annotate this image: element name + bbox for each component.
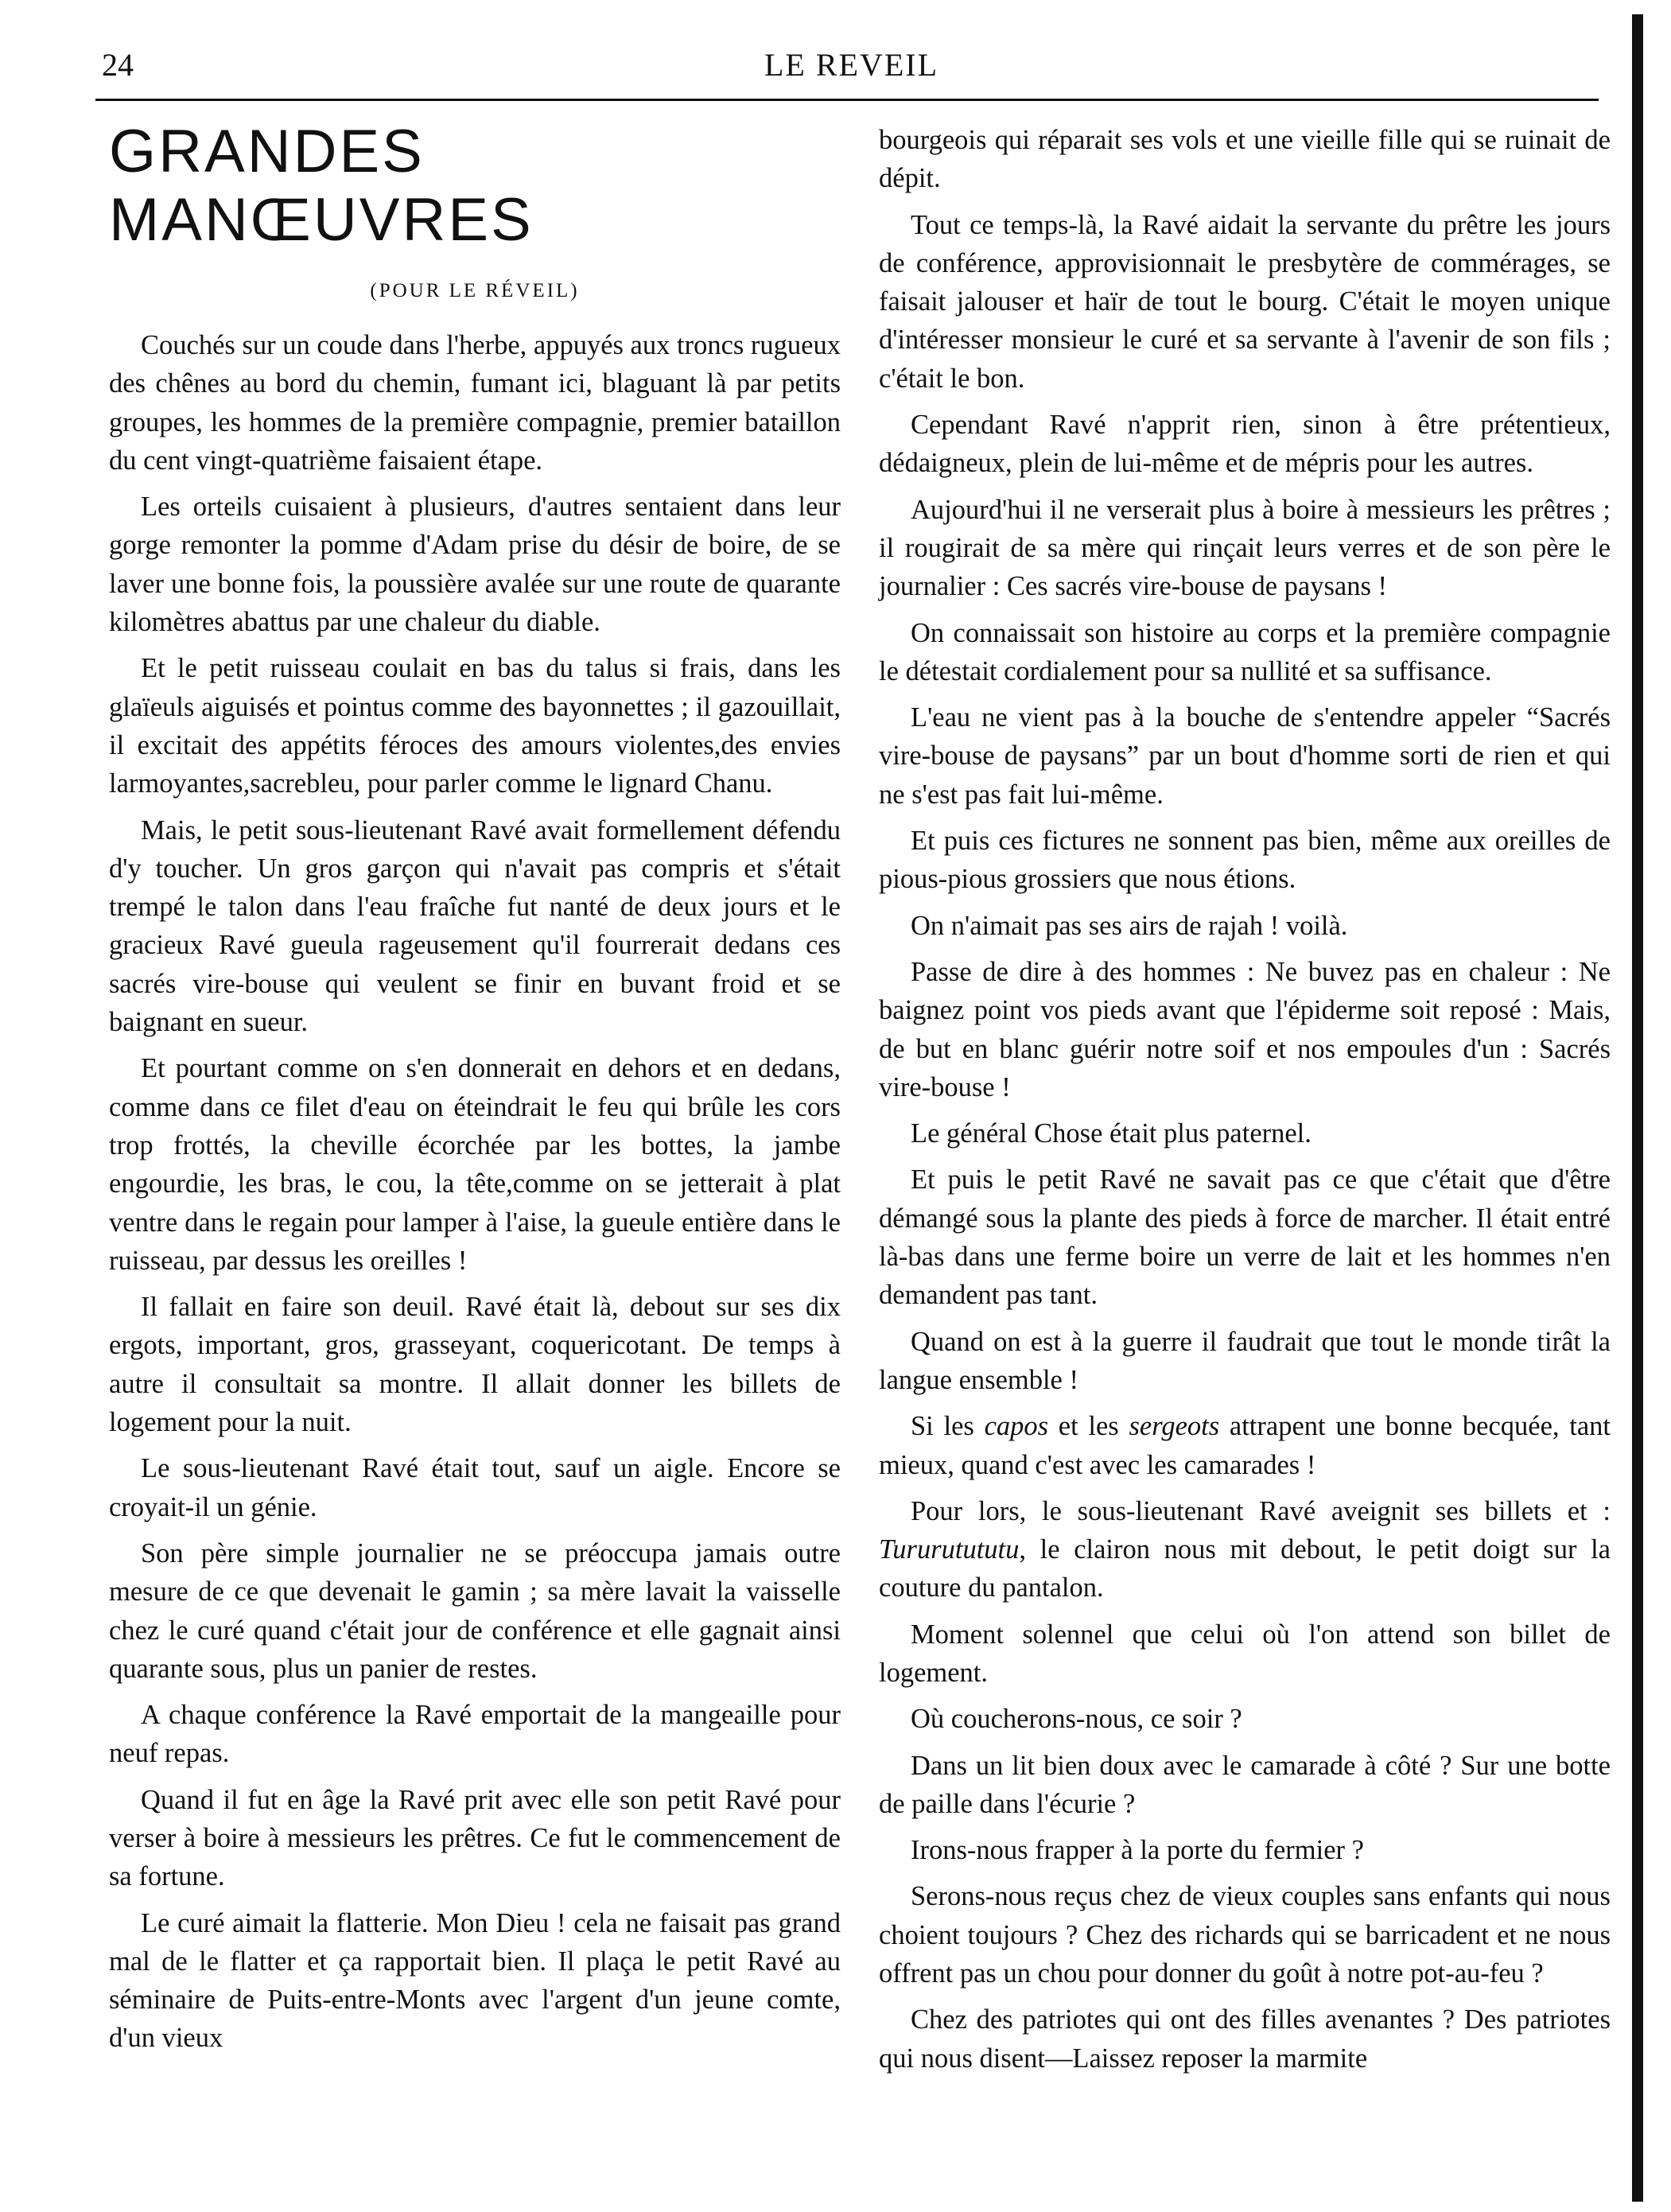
text-run: Pour lors, le sous-lieutenant Ravé aveignit ses billets et : [911, 1495, 1611, 1526]
paragraph: Aujourd'hui il ne verserait plus à boire à messieurs les prêtres ; il rougirait de sa mère qui rinçait leurs verres et de son père le journalier : Ces sacrés vire-bouse de paysans ! [879, 494, 1611, 602]
paragraph: Son père simple journalier ne se préoccupa jamais outre mesure de ce que devenait le gamin ; sa mère lavait la vaisselle chez le curé quand c'était jour de conférence et elle gagnait ainsi quarante sous, plus un panier de restes. [109, 1538, 841, 1684]
paragraph: Moment solennel que celui où l'on attend son billet de logement. [879, 1619, 1611, 1688]
paragraph: Le sous-lieutenant Ravé était tout, sauf un aigle. Encore se croyait-il un génie. [109, 1453, 841, 1522]
header-rule [95, 99, 1599, 101]
paragraph: Quand on est à la guerre il faudrait que tout le monde tirât la langue ensemble ! [879, 1326, 1611, 1395]
text-run: attrapent une bonne becquée, tant mieux, quand c'est avec les camarades ! [879, 1411, 1611, 1480]
paragraph: Le général Chose était plus paternel. [911, 1118, 1312, 1149]
paragraph: Chez des patriotes qui ont des filles avenantes ? Des patriotes qui nous disent—Laissez reposer la marmite [879, 2004, 1611, 2074]
page-number: 24 [102, 47, 134, 83]
continued-paragraph: bourgeois qui réparait ses vols et une vieille fille qui se ruinait de dépit. [879, 125, 1611, 194]
paragraph: Passe de dire à des hommes : Ne buvez pas en chaleur : Ne baignez point vos pieds avant que l'épiderme soit reposé : Mais, de but en blanc guérir notre soif et nos empoules d'un : Sacrés vire-bouse ! [879, 956, 1611, 1102]
paragraph: Et le petit ruisseau coulait en bas du talus si frais, dans les glaïeuls aiguisés et pointus comme des bayonnettes ; il gazouillait, il excitait des appétits féroces des amours violentes,des envies larmoyantes,sacrebleu, pour parler comme le lignard Chanu. [109, 653, 841, 799]
page-edge-bar [1632, 14, 1643, 2202]
page-header [102, 46, 1601, 94]
paragraph: Serons-nous reçus chez de vieux couples sans enfants qui nous choient toujours ? Chez des richards qui se barricadent et ne nous offrent pas un chou pour donner du goût à notre pot-au-feu ? [879, 1881, 1611, 1989]
paragraph: Et puis ces fictures ne sonnent pas bien, même aux oreilles de pious-pious grossiers que nous étions. [879, 826, 1611, 895]
paragraph: Irons-nous frapper à la porte du fermier ? [911, 1835, 1364, 1866]
paragraph: A chaque conférence la Ravé emportait de la mangeaille pour neuf repas. [109, 1700, 841, 1769]
paragraph [879, 1492, 1611, 1607]
paragraph: Le curé aimait la flatterie. Mon Dieu ! cela ne faisait pas grand mal de le flatter et ça rapportait bien. Il plaça le petit Ravé au séminaire de Puits-entre-Monts avec l'argent d'un jeune comte, d'un vieux [109, 1907, 841, 2054]
article-title: GRANDES MANŒUVRES [109, 118, 534, 254]
paragraph: Tout ce temps-là, la Ravé aidait la servante du prêtre les jours de conférence, approvisionnait le presbytère de commérages, se faisait jalouser et haïr de tout le bourg. C'était le moyen unique d'intéresser monsieur le curé et sa servante à l'avenir de son fils ; c'était le bon. [879, 209, 1611, 394]
paragraph [879, 1407, 1611, 1484]
text-run: , le clairon nous mit debout, le petit doigt sur la couture du pantalon. [879, 1534, 1611, 1604]
paragraph: L'eau ne vient pas à la bouche de s'entendre appeler “Sacrés vire-bouse de paysans” par un bout d'homme sorti de rien et qui ne s'est pas fait lui-même. [879, 702, 1611, 810]
paragraph: Il fallait en faire son deuil. Ravé était là, debout sur ses dix ergots, important, gros, grasseyant, coquericotant. De temps à autre il consultait sa montre. Il allait donner les billets de logement pour la nuit. [109, 1292, 841, 1438]
text-run: Si les [911, 1411, 985, 1442]
paragraph: Et pourtant comme on s'en donnerait en dehors et en dedans, comme dans ce filet d'eau on éteindrait le feu qui brûle les cors trop frottés, la cheville écorchée par les bottes, la jambe engourdie, les bras, le cou, la tête,comme on se jetterait à plat ventre dans le regain pour lamper à l'aise, la gueule entière dans le ruisseau, par dessus les oreilles ! [109, 1053, 841, 1276]
left-column [109, 118, 841, 2066]
paragraph: Couchés sur un coude dans l'herbe, appuyés aux troncs rugueux des chênes au bord du chemin, fumant ici, blaguant là par petits groupes, les hommes de la première compagnie, premier bataillon du cent vingt-quatrième faisaient étape. [109, 330, 841, 476]
paragraph: On connaissait son histoire au corps et la première compagnie le détestait cordialement pour sa nullité et sa suffisance. [879, 617, 1611, 686]
running-title: LE REVEIL [764, 47, 939, 83]
paragraph: Dans un lit bien doux avec le camarade à côté ? Sur une botte de paille dans l'écurie ? [879, 1750, 1611, 1819]
paragraph: Mais, le petit sous-lieutenant Ravé avait formellement défendu d'y toucher. Un gros garçon qui n'avait pas compris et s'était trempé le talon dans l'eau fraîche fut nanté de deux jours et le gracieux Ravé gueula rageusement qu'il fourrerait dedans ces sacrés vire-bouse qui veulent se finir en buvant froid et se baignant en sueur. [109, 814, 841, 1038]
italic-word: Tururutututu [879, 1534, 1020, 1565]
italic-word: capos [984, 1411, 1049, 1442]
paragraph: On n'aimait pas ses airs de rajah ! voilà. [911, 910, 1348, 941]
italic-word: sergeots [1129, 1411, 1220, 1442]
paragraph: Quand il fut en âge la Ravé prit avec elle son petit Ravé pour verser à boire à messieurs les prêtres. Ce fut le commencement de sa fortune. [109, 1784, 841, 1892]
paragraph: Les orteils cuisaient à plusieurs, d'autres sentaient dans leur gorge remonter la pomme d'Adam prise du désir de boire, de se laver une bonne fois, la poussière avalée sur une route de quarante kilomètres abattus par une chaleur du diable. [109, 492, 841, 638]
paragraph: Et puis le petit Ravé ne savait pas ce que c'était que d'être démangé sous la plante des pieds à force de marcher. Il était entré là-bas dans une ferme boire un verre de lait et les hommes n'en demandent pas tant. [879, 1164, 1611, 1311]
paragraph: Cependant Ravé n'apprit rien, sinon à être prétentieux, dédaigneux, plein de lui-même et de mépris pour les autres. [879, 410, 1611, 479]
article-byline: (POUR LE RÉVEIL) [370, 280, 580, 301]
text-run: et les [1048, 1411, 1129, 1442]
right-column [879, 121, 1611, 2086]
paragraph: Où coucherons-nous, ce soir ? [911, 1704, 1242, 1735]
